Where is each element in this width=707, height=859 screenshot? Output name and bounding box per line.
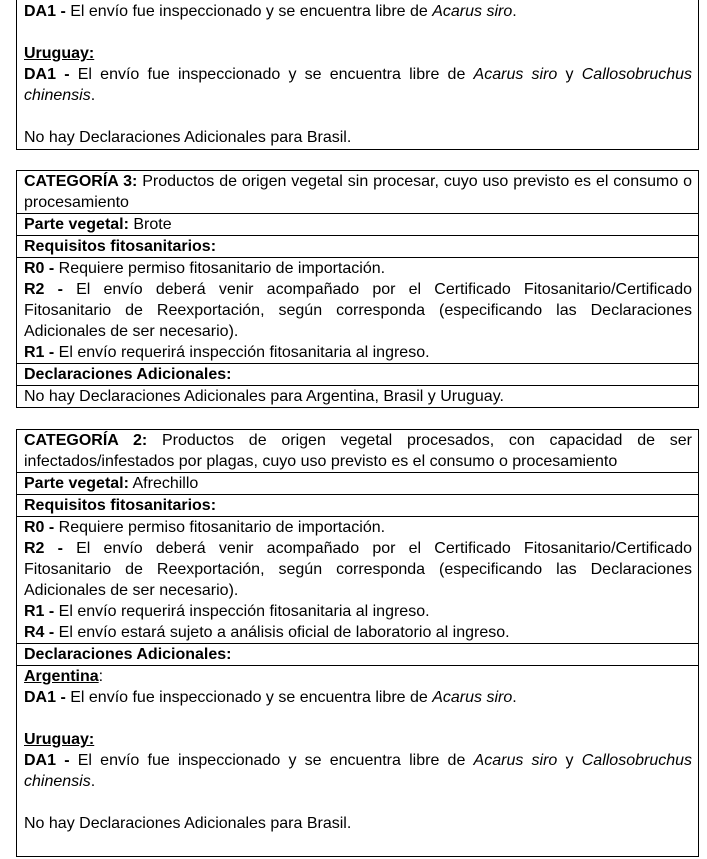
brasil-line: No hay Declaraciones Adicionales para Brasil. (24, 129, 352, 146)
requirement-r0 (24, 517, 692, 538)
plant-part-value: Brote (128, 216, 172, 233)
period: . (90, 87, 96, 104)
colon: : (98, 668, 104, 685)
da1-text: El envío fue inspeccionado y se encuentra libre de (65, 689, 433, 706)
pest-name: Acarus siro (432, 689, 513, 706)
da1-code: DA1 - (24, 752, 70, 769)
period: . (512, 3, 517, 20)
additional-declarations-cell (17, 0, 698, 148)
plant-part-label: Parte vegetal: (24, 475, 129, 492)
pest-name: Callosobruchus chinensis (24, 66, 693, 104)
pest-name: Callosobruchus chinensis (24, 752, 693, 790)
additional-declarations-heading: Declaraciones Adicionales: (24, 646, 232, 663)
requirement-r1 (24, 601, 692, 622)
uruguay-heading-text: Uruguay: (24, 45, 95, 62)
requirement-r0 (24, 258, 692, 279)
additional-declarations-row (17, 665, 698, 834)
category-text: Productos de origen vegetal sin procesar, cuyo uso previsto es el consumo o procesamiento (24, 173, 693, 211)
da1-code: DA1 - (24, 66, 70, 83)
category-row (17, 430, 698, 472)
conjunction: y (557, 752, 582, 769)
pest-name: Acarus siro (473, 752, 558, 769)
uruguay-da1-line (24, 64, 692, 106)
pest-name: Acarus siro (432, 3, 513, 20)
plant-part-row (17, 472, 698, 494)
period: . (512, 689, 517, 706)
requirement-r2 (24, 279, 692, 342)
category-row (17, 171, 698, 213)
category-text: Productos de origen vegetal procesados, con capacidad de ser infectados/infestados por plagas, cuyo uso previsto es el consumo o procesamiento (24, 432, 693, 470)
requirement-code: R1 - (24, 344, 55, 361)
requirement-text: El envío deberá venir acompañado por el Certificado Fitosanitario/Certificado Fitosanitario de Reexportación, según corresponda (especificando las Declaraciones Adicionales de ser necesario). (24, 281, 692, 340)
requirement-r2 (24, 538, 692, 601)
brasil-line: No hay Declaraciones Adicionales para Brasil. (24, 815, 352, 832)
requirement-text: Requiere permiso fitosanitario de importación. (54, 519, 386, 536)
requirement-code: R0 - (24, 519, 55, 536)
conjunction: y (557, 66, 582, 83)
requirement-text: El envío estará sujeto a análisis oficial de laboratorio al ingreso. (54, 624, 510, 641)
requirements-heading: Requisitos fitosanitarios: (24, 238, 217, 255)
requirements-row (17, 516, 698, 643)
da1-code: DA1 - (24, 3, 66, 20)
requirements-heading-row (17, 235, 698, 257)
uruguay-heading-text: Uruguay: (24, 731, 95, 748)
argentina-heading (24, 666, 692, 687)
da1-text: El envío fue inspeccionado y se encuentra libre de (69, 752, 474, 769)
requirement-text: El envío requerirá inspección fitosanitaria al ingreso. (54, 344, 430, 361)
requirements-heading: Requisitos fitosanitarios: (24, 497, 217, 514)
category-label: CATEGORÍA 2: (24, 432, 148, 449)
requirement-code: R2 - (24, 540, 63, 557)
additional-declarations-heading-row (17, 643, 698, 665)
da1-text: El envío fue inspeccionado y se encuentra libre de (65, 3, 433, 20)
additional-declarations-heading-row (17, 363, 698, 385)
plant-part-value: Afrechillo (128, 475, 199, 492)
plant-part-row (17, 213, 698, 235)
requirement-code: R2 - (24, 281, 63, 298)
requirement-text: El envío requerirá inspección fitosanitaria al ingreso. (54, 603, 430, 620)
da1-line (24, 1, 692, 22)
category-3-table (16, 170, 699, 408)
requirement-r1 (24, 342, 692, 363)
uruguay-heading (24, 729, 692, 750)
da1-code: DA1 - (24, 689, 66, 706)
category-2-table (16, 429, 699, 857)
requirement-code: R1 - (24, 603, 55, 620)
plant-part-label: Parte vegetal: (24, 216, 129, 233)
requirement-r4 (24, 622, 692, 643)
requirement-code: R0 - (24, 260, 55, 277)
additional-declarations-heading: Declaraciones Adicionales: (24, 366, 232, 383)
requirement-code: R4 - (24, 624, 55, 641)
requirements-row (17, 257, 698, 363)
period: . (90, 773, 96, 790)
uruguay-da1-line (24, 750, 692, 792)
requirement-text: Requiere permiso fitosanitario de importación. (54, 260, 386, 277)
uruguay-heading (24, 43, 692, 64)
additional-declarations-row: No hay Declaraciones Adicionales para Argentina, Brasil y Uruguay. (17, 385, 698, 407)
requirement-text: El envío deberá venir acompañado por el Certificado Fitosanitario/Certificado Fitosanitario de Reexportación, según corresponda (especificando las Declaraciones Adicionales de ser necesario). (24, 540, 692, 599)
requirements-heading-row (17, 494, 698, 516)
additional-declarations-continued-box (16, 0, 699, 150)
pest-name: Acarus siro (473, 66, 558, 83)
argentina-heading-text: Argentina (24, 668, 99, 685)
argentina-da1-line (24, 687, 692, 708)
category-label: CATEGORÍA 3: (24, 173, 138, 190)
da1-text: El envío fue inspeccionado y se encuentra libre de (69, 66, 474, 83)
